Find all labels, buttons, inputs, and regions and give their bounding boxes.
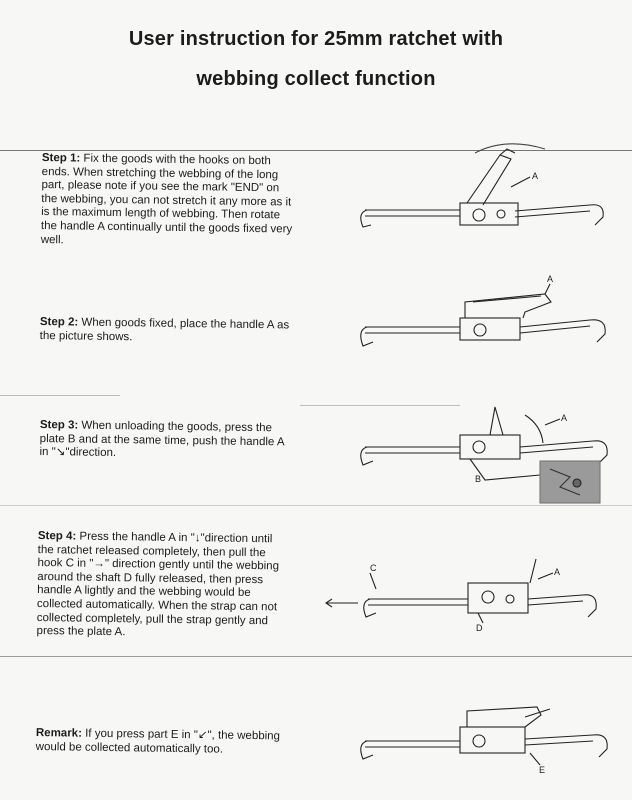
step-2 [40, 316, 302, 347]
figure-step2 [355, 272, 617, 367]
remark [36, 727, 286, 758]
figure-step3 [355, 395, 617, 515]
step-1 [41, 152, 297, 251]
scan-artifact [0, 395, 120, 396]
figure-label: E [539, 765, 546, 775]
step-label: Step 3: [39, 419, 79, 432]
step-3 [39, 419, 290, 463]
figure-label: B [475, 474, 482, 484]
step-text: When unloading the goods, press the plate B and at the same time, push the handle A in "↘"direction. [39, 419, 285, 460]
figure-label: A [554, 567, 561, 577]
figure-label: A [547, 274, 554, 284]
step-label: Step 1: [41, 152, 81, 165]
step-text: Fix the goods with the hooks on both ends. When stretching the webbing of the long part, please note if you see the mark "END" on the webbing, you can not stretch it any more as it is the maximum length of webbing. Then rotate the handle A continually until the goods fixed very well. [40, 152, 293, 246]
step-label: Step 2: [39, 316, 79, 329]
figure-remark [355, 695, 617, 780]
figure-label: A [561, 413, 568, 423]
section-divider [0, 656, 632, 657]
step-text: If you press part E in "↙", the webbing would be collected automatically too. [35, 727, 281, 756]
figure-label: D [476, 623, 483, 633]
figure-label: C [370, 563, 377, 573]
figure-step1 [355, 135, 617, 250]
step-4 [36, 530, 289, 642]
step-label: Step 4: [37, 530, 77, 543]
document-title-line2: webbing collect function [196, 68, 436, 90]
figure-label: A [532, 171, 539, 181]
step-text: When goods fixed, place the handle A as the picture shows. [39, 316, 290, 343]
figure-step4 [318, 555, 618, 635]
document-title-line1: User instruction for 25mm ratchet with [128, 28, 504, 50]
step-label: Remark: [35, 727, 83, 740]
step-text: Press the handle A in "↓"direction until the ratchet released completely, then pull the hook C in "→" direction gently until the webbing around the shaft D fully released, then press handle A lightly and the webbing would be collected automatically. When the strap can not collected completely, pull the strap gently and press the plate A. [36, 530, 280, 639]
